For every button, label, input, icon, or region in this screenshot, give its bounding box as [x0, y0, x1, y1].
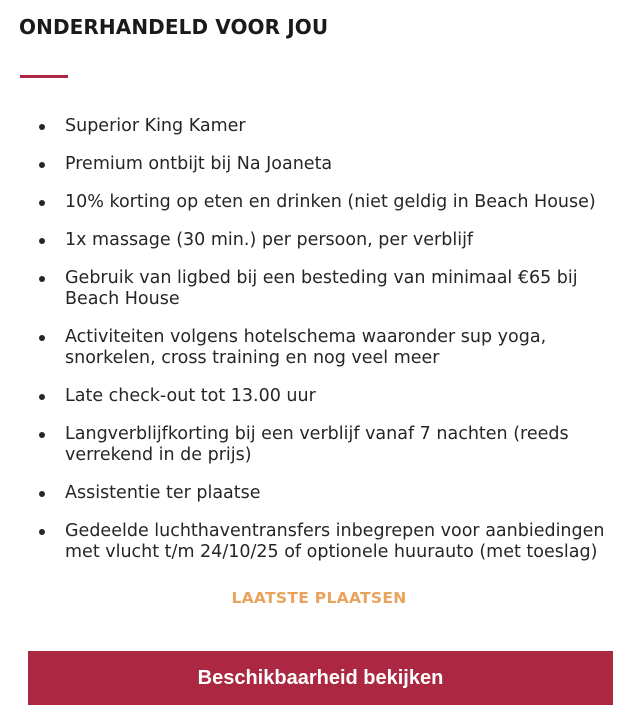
section-title: ONDERHANDELD VOOR JOU — [19, 15, 329, 39]
bullet-icon — [39, 162, 45, 168]
bullet-icon — [39, 276, 45, 282]
benefit-text: Assistentie ter plaatse — [65, 483, 261, 503]
bullet-icon — [39, 491, 45, 497]
benefit-item — [38, 521, 618, 563]
bullet-icon — [39, 394, 45, 400]
benefit-item — [38, 424, 618, 466]
bullet-icon — [39, 238, 45, 244]
benefit-text: 1x massage (30 min.) per persoon, per verblijf — [65, 230, 474, 250]
benefit-item — [38, 116, 618, 137]
benefit-item — [38, 230, 618, 251]
benefit-item — [38, 483, 618, 504]
benefit-item — [38, 268, 618, 310]
benefit-item — [38, 154, 618, 175]
bullet-icon — [39, 124, 45, 130]
benefit-text: Gedeelde luchthaventransfers inbegrepen voor aanbiedingen met vlucht t/m 24/10/25 of optionele huurauto (met toeslag) — [65, 521, 605, 562]
benefit-text: 10% korting op eten en drinken (niet geldig in Beach House) — [65, 192, 596, 212]
bullet-icon — [39, 529, 45, 535]
title-accent-divider — [20, 75, 68, 78]
check-availability-button[interactable]: Beschikbaarheid bekijken — [28, 651, 613, 705]
bullet-icon — [39, 432, 45, 438]
bullet-icon — [39, 200, 45, 206]
benefit-text: Superior King Kamer — [65, 116, 246, 136]
urgency-label: LAATSTE PLAATSEN — [231, 589, 407, 607]
benefits-list — [38, 116, 618, 580]
benefit-text: Premium ontbijt bij Na Joaneta — [65, 154, 333, 174]
benefit-item — [38, 386, 618, 407]
benefit-text: Late check-out tot 13.00 uur — [65, 386, 316, 406]
benefit-text: Activiteiten volgens hotelschema waaronder sup yoga, snorkelen, cross training en nog veel meer — [65, 327, 547, 368]
benefit-item — [38, 192, 618, 213]
benefit-text: Langverblijfkorting bij een verblijf vanaf 7 nachten (reeds verrekend in de prijs) — [65, 424, 569, 465]
benefit-text: Gebruik van ligbed bij een besteding van minimaal €65 bij Beach House — [65, 268, 578, 309]
bullet-icon — [39, 335, 45, 341]
benefit-item — [38, 327, 618, 369]
